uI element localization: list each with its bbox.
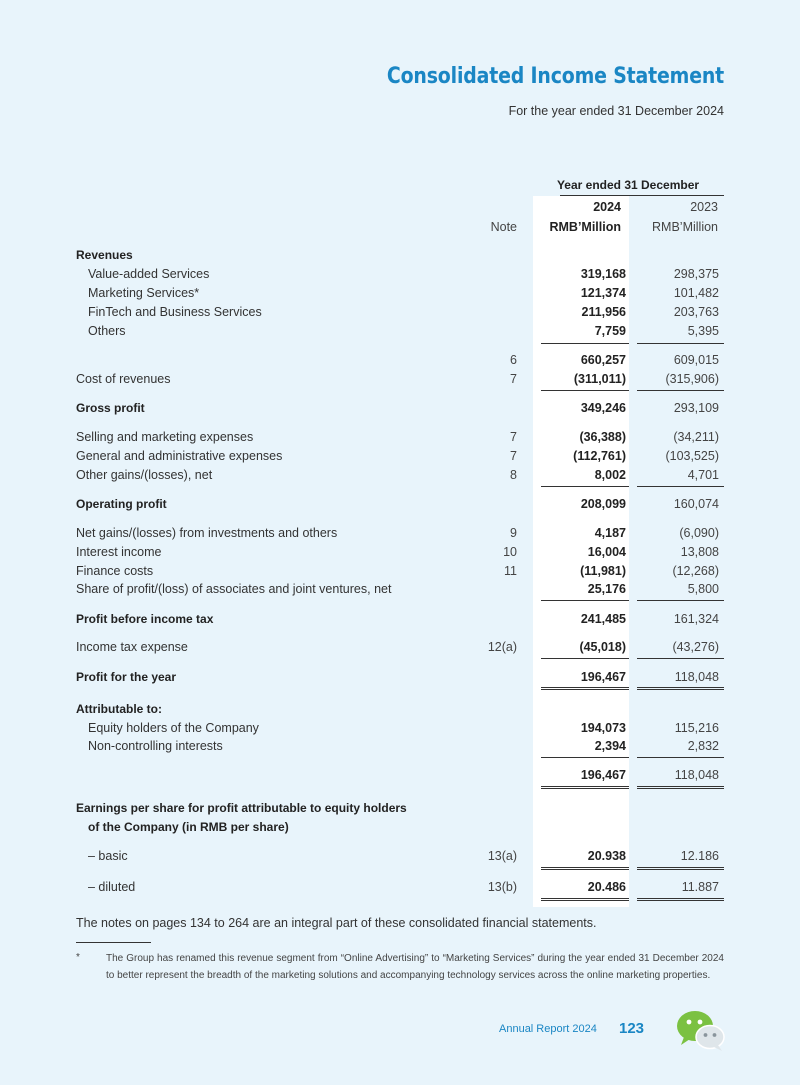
note-ref: 11 xyxy=(504,564,517,578)
value-2023: 2,832 xyxy=(687,739,719,753)
note-ref: 8 xyxy=(510,468,517,482)
table-row xyxy=(0,564,800,582)
footnote-text: The Group has renamed this revenue segment from “Online Advertising” to “Marketing Services” during the year ended 31 December 2024 to better represent the breadth of the marketing solutions and accompanying technology services across the online marketing properties. xyxy=(106,953,724,981)
row-label: Selling and marketing expenses xyxy=(76,430,254,444)
table-row xyxy=(0,401,800,419)
table-row xyxy=(0,449,800,467)
note-ref: 6 xyxy=(510,353,517,367)
unit-prior-header: RMB’Million xyxy=(652,220,718,234)
subtotal-rule xyxy=(541,343,629,344)
value-2024: 20.486 xyxy=(587,880,626,894)
subtotal-rule xyxy=(541,658,629,659)
value-2024: (112,761) xyxy=(573,449,626,463)
page-subtitle: For the year ended 31 December 2024 xyxy=(508,104,724,118)
page-title: Consolidated Income Statement xyxy=(386,64,724,89)
subtotal-rule xyxy=(637,658,724,659)
table-row xyxy=(0,545,800,563)
value-2024: 196,467 xyxy=(580,670,626,684)
table-row xyxy=(0,324,800,342)
page-number: 123 xyxy=(619,1020,645,1037)
note-ref: 10 xyxy=(503,545,517,559)
value-2024: 241,485 xyxy=(580,612,626,626)
value-2023: 293,109 xyxy=(673,401,719,415)
report-label: Annual Report 2024 xyxy=(499,1023,597,1035)
value-2024: (11,981) xyxy=(580,564,626,578)
value-2023: (103,525) xyxy=(665,449,719,463)
row-label: Operating profit xyxy=(76,497,167,511)
table-row xyxy=(0,801,800,819)
row-label: Marketing Services* xyxy=(88,286,200,300)
total-double-rule xyxy=(541,687,629,690)
value-2023: 118,048 xyxy=(674,670,719,684)
note-ref: 13(a) xyxy=(487,849,517,863)
value-2023: 13,808 xyxy=(680,545,719,559)
value-2024: 8,002 xyxy=(594,468,626,482)
row-label: – basic xyxy=(88,849,128,863)
value-2023: 101,482 xyxy=(673,286,719,300)
total-double-rule xyxy=(541,898,629,901)
value-2024: 2,394 xyxy=(594,739,626,753)
section-heading-eps-cont: of the Company (in RMB per share) xyxy=(88,820,289,834)
table-row xyxy=(0,612,800,630)
value-2023: (34,211) xyxy=(673,430,719,444)
year-prior-header: 2023 xyxy=(690,200,718,214)
value-2024: 196,467 xyxy=(580,768,626,782)
note-ref: 7 xyxy=(510,430,517,444)
row-label: General and administrative expenses xyxy=(76,449,283,463)
row-label: Income tax expense xyxy=(76,640,188,654)
row-label: Share of profit/(loss) of associates and joint ventures, net xyxy=(76,582,392,596)
value-2023: 161,324 xyxy=(673,612,719,626)
table-row xyxy=(0,430,800,448)
value-2023: (43,276) xyxy=(672,640,719,654)
value-2023: 118,048 xyxy=(674,768,719,782)
note-ref: 7 xyxy=(510,372,517,386)
total-double-rule xyxy=(637,867,724,870)
note-ref: 9 xyxy=(510,526,517,540)
value-2024: 660,257 xyxy=(580,353,626,367)
value-2024: 194,073 xyxy=(580,721,626,735)
table-row xyxy=(0,702,800,720)
year-current-header: 2024 xyxy=(593,200,621,214)
subtotal-rule xyxy=(637,600,724,601)
value-2023: 203,763 xyxy=(673,305,719,319)
section-heading-revenues: Revenues xyxy=(76,248,133,262)
table-row xyxy=(0,526,800,544)
value-2023: 4,701 xyxy=(687,468,719,482)
section-heading-attributable: Attributable to: xyxy=(76,702,162,716)
total-double-rule xyxy=(637,786,724,789)
subtotal-rule xyxy=(541,757,629,758)
table-row xyxy=(0,880,800,898)
table-row xyxy=(0,468,800,486)
value-2024: 20.938 xyxy=(587,849,626,863)
row-label: Other gains/(losses), net xyxy=(76,468,213,482)
subtotal-rule xyxy=(541,600,629,601)
value-2023: 11.887 xyxy=(681,880,719,894)
table-row xyxy=(0,721,800,739)
table-row xyxy=(0,768,800,786)
row-label: – diluted xyxy=(88,880,136,894)
table-row xyxy=(0,497,800,515)
value-2023: 609,015 xyxy=(673,353,719,367)
column-group-header: Year ended 31 December xyxy=(556,178,700,192)
value-2024: 7,759 xyxy=(594,324,626,338)
table-row xyxy=(0,820,800,838)
value-2024: 211,956 xyxy=(581,305,626,319)
row-label: Finance costs xyxy=(76,564,154,578)
row-label: Profit before income tax xyxy=(76,612,214,626)
table-row xyxy=(0,286,800,304)
value-2024: 121,374 xyxy=(580,286,626,300)
section-heading-eps: Earnings per share for profit attributable to equity holders xyxy=(76,801,407,815)
table-row xyxy=(0,353,800,371)
value-2023: 12.186 xyxy=(680,849,719,863)
note-ref: 12(a) xyxy=(487,640,517,654)
value-2024: 4,187 xyxy=(594,526,626,540)
value-2023: (12,268) xyxy=(672,564,719,578)
subtotal-rule xyxy=(637,390,724,391)
wechat-logo-icon xyxy=(676,1008,726,1052)
note-header: Note xyxy=(490,220,517,234)
table-row xyxy=(0,739,800,757)
unit-current-header: RMB’Million xyxy=(549,220,621,234)
row-label: Value-added Services xyxy=(88,267,210,281)
total-double-rule xyxy=(637,898,724,901)
subtotal-rule xyxy=(541,390,629,391)
total-double-rule xyxy=(541,867,629,870)
value-2023: (6,090) xyxy=(679,526,719,540)
value-2024: 319,168 xyxy=(580,267,626,281)
value-2024: (311,011) xyxy=(573,372,626,386)
row-label: FinTech and Business Services xyxy=(88,305,262,319)
value-2024: 208,099 xyxy=(580,497,626,511)
total-double-rule xyxy=(637,687,724,690)
value-2024: 16,004 xyxy=(587,545,626,559)
table-row xyxy=(0,248,800,266)
table-row xyxy=(0,640,800,658)
table-row xyxy=(0,305,800,323)
row-label: Others xyxy=(88,324,126,338)
subtotal-rule xyxy=(637,486,724,487)
column-group-rule xyxy=(560,195,724,196)
table-row xyxy=(0,849,800,867)
value-2024: (36,388) xyxy=(579,430,626,444)
value-2024: 25,176 xyxy=(587,582,626,596)
value-2023: 298,375 xyxy=(673,267,719,281)
row-label: Gross profit xyxy=(76,401,145,415)
subtotal-rule xyxy=(637,343,724,344)
value-2023: (315,906) xyxy=(665,372,719,386)
table-row xyxy=(0,670,800,688)
value-2023: 160,074 xyxy=(673,497,719,511)
subtotal-rule xyxy=(637,757,724,758)
note-ref: 7 xyxy=(510,449,517,463)
row-label: Net gains/(losses) from investments and others xyxy=(76,526,338,540)
row-label: Non-controlling interests xyxy=(88,739,223,753)
value-2024: (45,018) xyxy=(579,640,626,654)
note-ref: 13(b) xyxy=(487,880,517,894)
row-label: Profit for the year xyxy=(76,670,177,684)
value-2023: 5,800 xyxy=(687,582,719,596)
notes-statement: The notes on pages 134 to 264 are an integral part of these consolidated financial statements. xyxy=(76,916,597,930)
footnote-mark: * xyxy=(76,952,80,963)
footnote-rule xyxy=(76,942,151,943)
value-2023: 5,395 xyxy=(687,324,719,338)
table-row xyxy=(0,372,800,390)
total-double-rule xyxy=(541,786,629,789)
row-label: Equity holders of the Company xyxy=(88,721,259,735)
table-row xyxy=(0,267,800,285)
row-label: Cost of revenues xyxy=(76,372,171,386)
row-label: Interest income xyxy=(76,545,162,559)
table-row xyxy=(0,582,800,600)
value-2023: 115,216 xyxy=(674,721,719,735)
value-2024: 349,246 xyxy=(580,401,626,415)
subtotal-rule xyxy=(541,486,629,487)
